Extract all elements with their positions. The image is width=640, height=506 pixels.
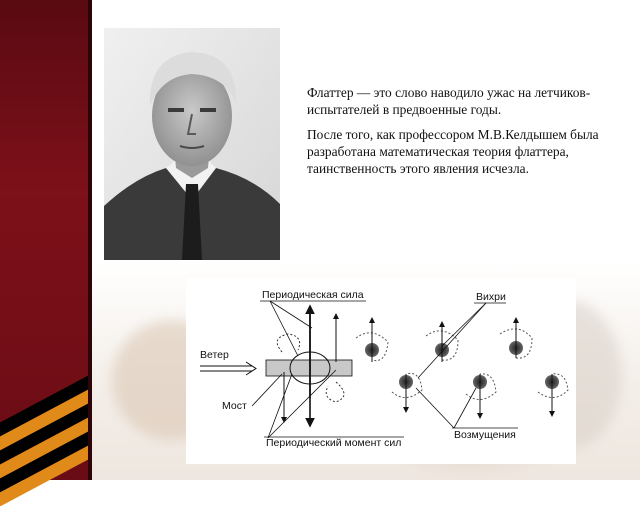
wind-arrow <box>200 362 256 375</box>
portrait-photo <box>104 28 280 260</box>
vortex-swirl <box>326 382 344 402</box>
perturbations-label: Возмущения <box>454 429 516 441</box>
periodic-moment-label: Периодический момент сил <box>266 437 402 449</box>
vortex-markers <box>365 341 559 389</box>
keldysh-paragraph: После того, как профессором М.В.Келдышем была разработана математическая теория флаттера, таинственность этого явления исчезла. <box>307 127 599 176</box>
vortices-label: Вихри <box>476 291 506 303</box>
intro-paragraph: Флаттер — это слово наводило ужас на летчиков-испытателей в предвоенные годы. <box>307 85 591 117</box>
decorative-left-band <box>0 0 92 480</box>
flutter-diagram <box>186 278 576 464</box>
bridge-label: Мост <box>222 400 247 412</box>
wind-label: Ветер <box>200 349 229 361</box>
vortex-trails <box>356 329 568 400</box>
bridge-deck <box>266 360 352 376</box>
slide-text <box>307 84 622 185</box>
periodic-force-label: Периодическая сила <box>262 289 364 301</box>
